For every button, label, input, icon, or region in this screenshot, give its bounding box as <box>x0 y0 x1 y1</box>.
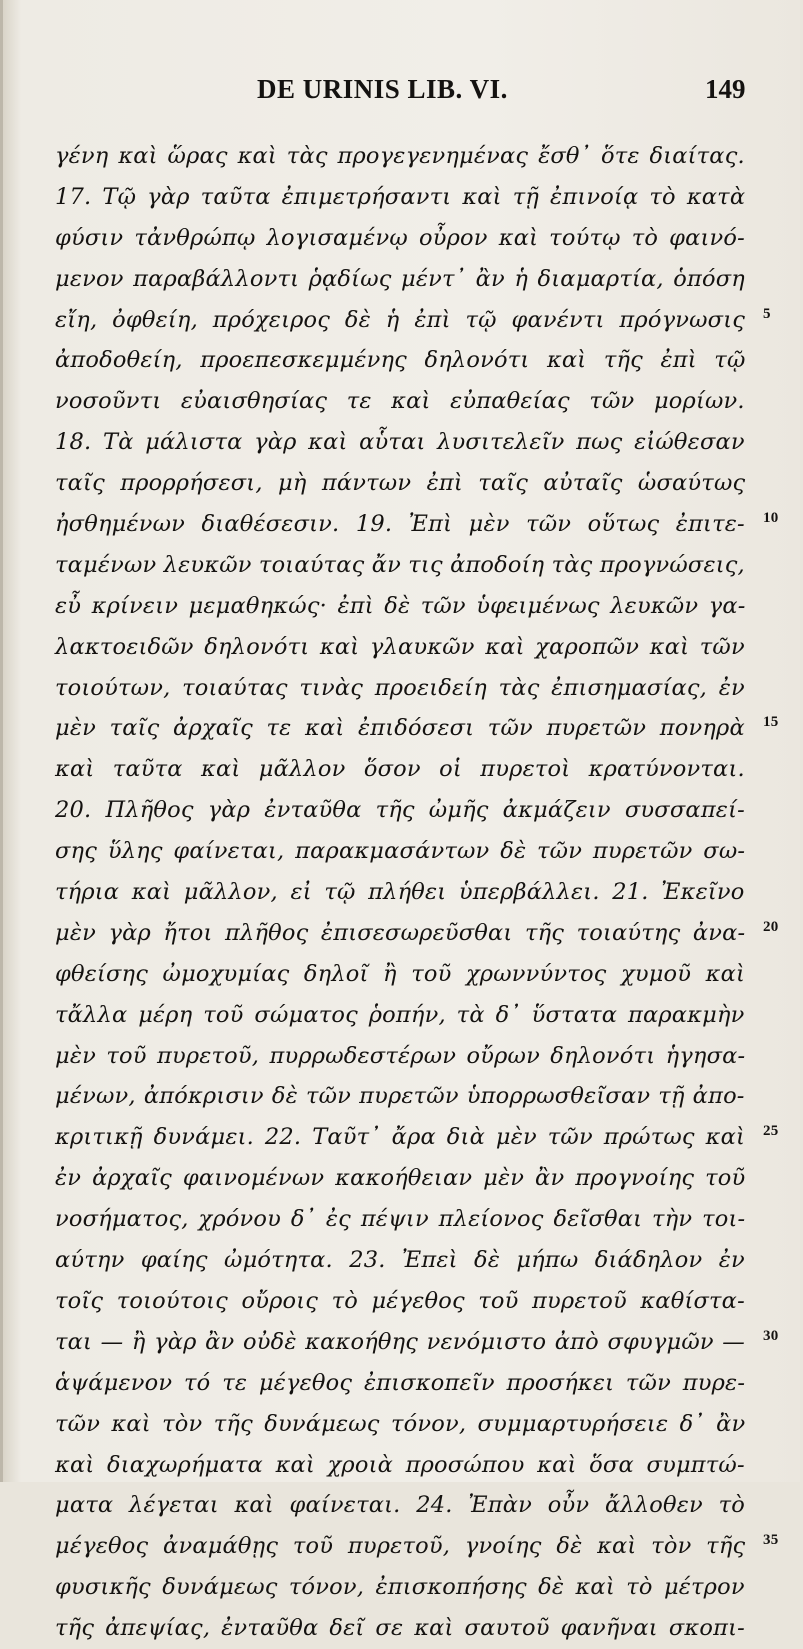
text-line <box>55 668 755 709</box>
line-number: 5 <box>763 305 771 322</box>
text-line <box>55 381 755 422</box>
running-title: DE URINIS LIB. VI. <box>257 74 508 104</box>
line-number: 30 <box>763 1327 779 1344</box>
text-line <box>55 1567 755 1608</box>
line-text: ἠσθημένων διαθέσεσιν. 19. Ἐπὶ μὲν τῶν οὕτως ἐπιτε- <box>55 511 745 538</box>
text-line <box>55 422 755 463</box>
text-line <box>55 831 755 872</box>
text-line <box>55 913 779 954</box>
text-line <box>55 1281 755 1322</box>
line-text: ταῖς προρρήσεσι, μὴ πάντων ἐπὶ ταῖς αὐταῖς ὡσαύτως <box>55 470 746 497</box>
text-line <box>55 708 779 749</box>
text-line <box>55 790 755 831</box>
line-text: καὶ ταῦτα καὶ μᾶλλον ὅσον οἱ πυρετοὶ κρατύνονται. <box>55 756 745 783</box>
line-text: 17. Τῷ γὰρ ταῦτα ἐπιμετρήσαντι καὶ τῇ ἐπινοίᾳ τὸ κατὰ <box>55 183 746 210</box>
text-line <box>55 1199 755 1240</box>
text-line <box>55 1404 755 1445</box>
text-line <box>55 1158 755 1199</box>
line-text: εἴη, ὀφθείη, πρόχειρος δὲ ἡ ἐπὶ τῷ φανέντι πρόγνωσις <box>55 306 746 333</box>
greek-text-body <box>55 136 779 1649</box>
line-text: νοσήματος, χρόνου δ᾽ ἐς πέψιν πλείονος δεῖσθαι τὴν τοι- <box>55 1206 746 1233</box>
text-line <box>55 545 755 586</box>
line-text: τῆς ἀπεψίας, ἐνταῦθα δεῖ σε καὶ σαυτοῦ φανῆναι σκοπι- <box>55 1615 745 1642</box>
line-text: τἄλλα μέρη τοῦ σώματος ῥοπήν, τὰ δ᾽ ὕστατα παρακμὴν <box>55 1001 745 1028</box>
text-line <box>55 1485 755 1526</box>
text-line <box>55 954 755 995</box>
text-line <box>55 136 755 177</box>
line-text: ματα λέγεται καὶ φαίνεται. 24. Ἐπὰν οὖν ἄλλοθεν τὸ <box>55 1492 746 1519</box>
text-line <box>55 300 771 341</box>
line-text: μενον παραβάλλοντι ῥᾳδίως μέντ᾽ ἂν ἡ διαμαρτία, ὁπόση <box>55 265 745 292</box>
line-text: γένη καὶ ὥρας καὶ τὰς προγεγενημένας ἔσθ᾽ ὅτε διαίτας. <box>55 143 745 169</box>
line-text: φυσικῆς δυνάμεως τόνον, ἐπισκοπήσης δὲ καὶ τὸ μέτρον <box>55 1574 745 1601</box>
line-text: τῶν καὶ τὸν τῆς δυνάμεως τόνον, συμμαρτυρήσειε δ᾽ ἂν <box>55 1410 746 1437</box>
text-line <box>55 1076 755 1117</box>
line-text: νοσοῦντι εὐαισθησίας τε καὶ εὐπαθείας τῶν μορίων. <box>55 388 745 415</box>
line-number: 20 <box>763 918 779 935</box>
line-text: καὶ διαχωρήματα καὶ χροιὰ προσώπου καὶ ὅσα συμπτώ- <box>55 1451 745 1478</box>
line-text: κριτικῇ δυνάμει. 22. Ταῦτ᾽ ἄρα διὰ μὲν τῶν πρώτως καὶ <box>55 1124 745 1151</box>
text-line <box>55 872 755 913</box>
text-line <box>55 1363 755 1404</box>
line-number: 15 <box>763 714 779 731</box>
text-line <box>55 1526 779 1567</box>
line-text: αύτην φαίης ὠμότητα. 23. Ἐπεὶ δὲ μήπω διάδηλον ἐν <box>55 1247 745 1274</box>
text-line <box>55 1608 755 1649</box>
text-line <box>55 1036 755 1077</box>
text-line <box>55 463 755 504</box>
line-text: λακτοειδῶν δηλονότι καὶ γλαυκῶν καὶ χαροπῶν καὶ τῶν <box>55 633 745 660</box>
line-text: φύσιν τἀνθρώπῳ λογισαμένῳ οὖρον καὶ τούτῳ τὸ φαινό- <box>55 224 745 251</box>
line-text: 20. Πλῆθος γὰρ ἐνταῦθα τῆς ὠμῆς ἀκμάζειν συσσαπεί- <box>55 797 745 824</box>
text-line <box>55 218 755 259</box>
line-text: ἐν ἀρχαῖς φαινομένων κακοήθειαν μὲν ἂν προγνοίης τοῦ <box>55 1165 746 1192</box>
line-text: μένων, ἀπόκρισιν δὲ τῶν πυρετῶν ὑπορρωσθεῖσαν τῇ ἀπο- <box>55 1083 745 1110</box>
line-text: εὖ κρίνειν μεμαθηκώς· ἐπὶ δὲ τῶν ὑφειμένως λευκῶν γα- <box>55 592 746 619</box>
line-text: φθείσης ὠμοχυμίας δηλοῖ ἢ τοῦ χρωννύντος χυμοῦ καὶ <box>55 960 746 987</box>
line-text: ται — ἢ γὰρ ἂν οὐδὲ κακοήθης νενόμιστο ἀπὸ σφυγμῶν — <box>55 1328 745 1355</box>
line-text: σης ὕλης φαίνεται, παρακμασάντων δὲ τῶν πυρετῶν σω- <box>55 838 746 865</box>
text-line <box>55 586 755 627</box>
text-line <box>55 504 779 545</box>
line-text: μὲν γὰρ ἤτοι πλῆθος ἐπισεσωρεῦσθαι τῆς τοιαύτης ἀνα- <box>55 919 746 946</box>
line-text: ἁψάμενον τό τε μέγεθος ἐπισκοπεῖν προσήκει τῶν πυρε- <box>55 1369 746 1396</box>
page-number: 149 <box>705 74 746 104</box>
text-line <box>55 177 755 218</box>
page-header <box>3 68 803 112</box>
line-text: μέγεθος ἀναμάθῃς τοῦ πυρετοῦ, γνοίης δὲ καὶ τὸν τῆς <box>55 1533 746 1560</box>
text-line <box>55 259 755 300</box>
text-line <box>55 1322 779 1363</box>
text-line <box>55 627 755 668</box>
line-text: μὲν ταῖς ἀρχαῖς τε καὶ ἐπιδόσεσι τῶν πυρετῶν πονηρὰ <box>55 715 745 742</box>
text-line <box>55 1445 755 1486</box>
line-text: τοιούτων, τοιαύτας τινὰς προειδείη τὰς ἐπισημασίας, ἐν <box>55 674 745 701</box>
line-text: τοῖς τοιούτοις οὔροις τὸ μέγεθος τοῦ πυρετοῦ καθίστα- <box>55 1287 745 1314</box>
text-line <box>55 749 755 790</box>
text-line <box>55 1117 779 1158</box>
line-number: 25 <box>763 1123 779 1140</box>
line-text: τήρια καὶ μᾶλλον, εἰ τῷ πλήθει ὑπερβάλλει. 21. Ἐκεῖνο <box>55 879 745 906</box>
line-number: 10 <box>763 510 779 527</box>
line-number: 35 <box>763 1532 779 1549</box>
line-text: ἀποδοθείη, προεπεσκεμμένης δηλονότι καὶ τῆς ἐπὶ τῷ <box>55 347 746 374</box>
text-line <box>55 340 755 381</box>
text-line <box>55 995 755 1036</box>
line-text: 18. Τὰ μάλιστα γὰρ καὶ αὗται λυσιτελεῖν πως εἰώθεσαν <box>55 429 745 456</box>
text-line <box>55 1240 755 1281</box>
line-text: ταμένων λευκῶν τοιαύτας ἄν τις ἀποδοίη τὰς προγνώσεις, <box>55 551 745 578</box>
line-text: μὲν τοῦ πυρετοῦ, πυρρωδεστέρων οὔρων δηλονότι ἡγησα- <box>55 1042 746 1069</box>
